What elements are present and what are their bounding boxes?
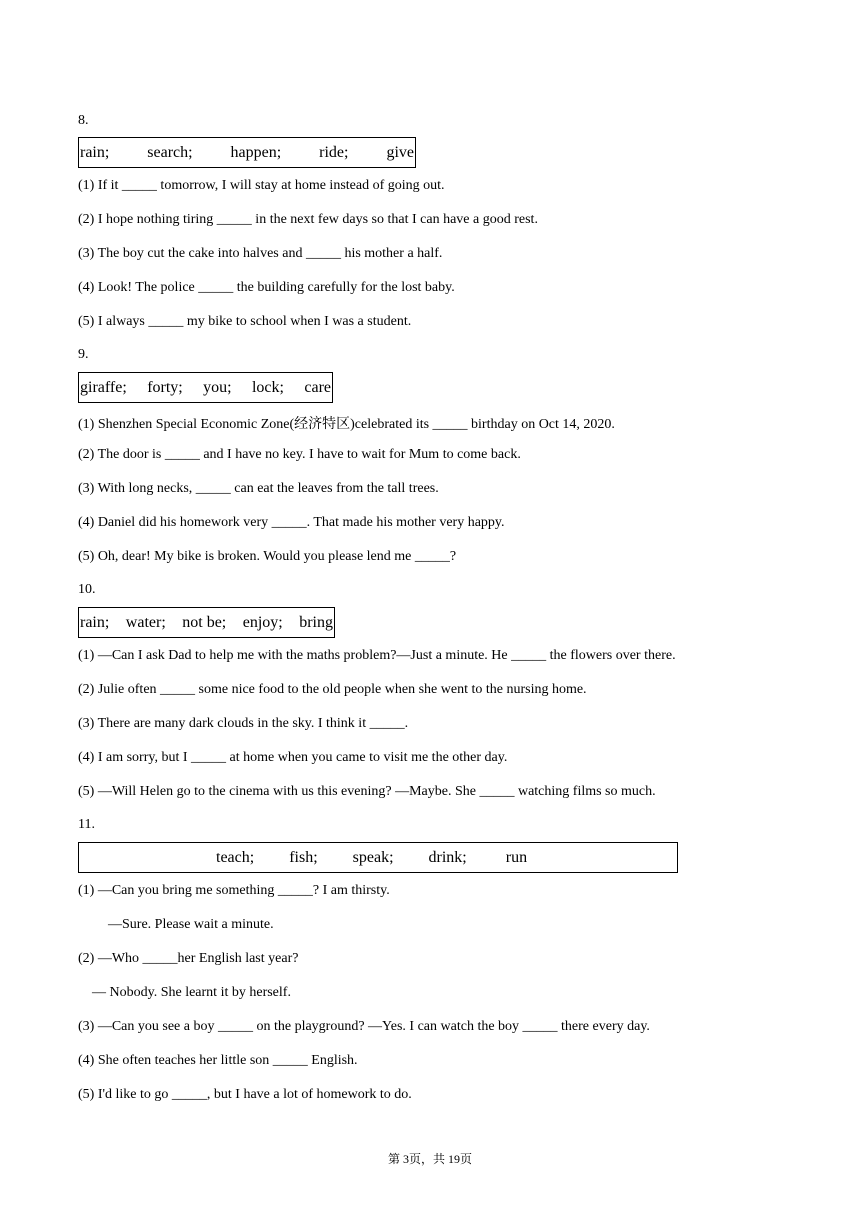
word-bank-item: run (505, 848, 528, 866)
word-bank-9 (78, 372, 333, 403)
sentence: (4) I am sorry, but I _____ at home when you came to visit me the other day. (78, 750, 508, 765)
sentence: (5) I'd like to go _____, but I have a lot of homework to do. (78, 1087, 412, 1102)
sentence: (4) Look! The police _____ the building carefully for the lost baby. (78, 280, 455, 295)
question-number-9: 9. (78, 347, 89, 362)
sentence: (3) —Can you see a boy _____ on the playground? —Yes. I can watch the boy _____ there every day. (78, 1019, 650, 1034)
sentence: (1) —Can you bring me something _____? I am thirsty. (78, 883, 390, 898)
sentence: (5) Oh, dear! My bike is broken. Would you please lend me _____? (78, 549, 457, 564)
word-bank-item: lock; (251, 378, 284, 396)
word-bank-item: you; (203, 378, 232, 396)
word-bank-item: fish; (289, 848, 318, 866)
sentence: (5) I always _____ my bike to school when I was a student. (78, 314, 412, 329)
word-bank-item: rain; (80, 143, 110, 161)
word-bank-item: forty; (147, 378, 183, 396)
word-bank-item: happen; (230, 143, 282, 161)
sentence: (4) Daniel did his homework very _____. That made his mother very happy. (78, 515, 505, 530)
word-bank-item: water; (125, 613, 166, 631)
sentence: (3) There are many dark clouds in the sky. I think it _____. (78, 716, 409, 731)
word-bank-item: speak; (352, 848, 394, 866)
word-bank-item: enjoy; (242, 613, 283, 631)
page-footer: 第 3页，共 19页 (387, 1152, 472, 1166)
question-number-8: 8. (78, 113, 89, 128)
word-bank-11 (78, 842, 678, 873)
sentence: (2) —Who _____her English last year? (78, 951, 299, 966)
word-bank-item: not be; (182, 613, 227, 631)
sentence: (2) I hope nothing tiring _____ in the next few days so that I can have a good rest. (78, 212, 538, 227)
sentence: — Nobody. She learnt it by herself. (92, 985, 291, 1000)
word-bank-10 (78, 607, 335, 638)
sentence: (1) If it _____ tomorrow, I will stay at home instead of going out. (78, 178, 445, 193)
sentence: (2) The door is _____ and I have no key. I have to wait for Mum to come back. (78, 447, 521, 462)
word-bank-item: search; (147, 143, 193, 161)
word-bank-item: teach; (216, 848, 255, 866)
word-bank-item: ride; (319, 143, 349, 161)
sentence: (2) Julie often _____ some nice food to the old people when she went to the nursing home. (78, 682, 587, 697)
sentence: (5) —Will Helen go to the cinema with us this evening? —Maybe. She _____ watching films so much. (78, 784, 656, 799)
word-bank-item: give (386, 143, 414, 161)
word-bank-item: drink; (428, 848, 467, 866)
question-number-11: 11. (78, 817, 95, 832)
sentence: (3) With long necks, _____ can eat the leaves from the tall trees. (78, 481, 439, 496)
sentence: (1) Shenzhen Special Economic Zone(经济特区)celebrated its _____ birthday on Oct 14, 2020. (78, 417, 615, 432)
question-number-10: 10. (78, 582, 96, 597)
sentence: —Sure. Please wait a minute. (108, 917, 274, 932)
sentence: (4) She often teaches her little son _____ English. (78, 1053, 358, 1068)
word-bank-item: rain; (80, 613, 110, 631)
word-bank-8 (78, 137, 416, 168)
word-bank-item: bring (299, 613, 333, 631)
word-bank-item: giraffe; (80, 378, 127, 396)
sentence: (3) The boy cut the cake into halves and _____ his mother a half. (78, 246, 443, 261)
word-bank-item: care (304, 378, 331, 396)
sentence: (1) —Can I ask Dad to help me with the maths problem?—Just a minute. He _____ the flowers over there. (78, 648, 676, 663)
